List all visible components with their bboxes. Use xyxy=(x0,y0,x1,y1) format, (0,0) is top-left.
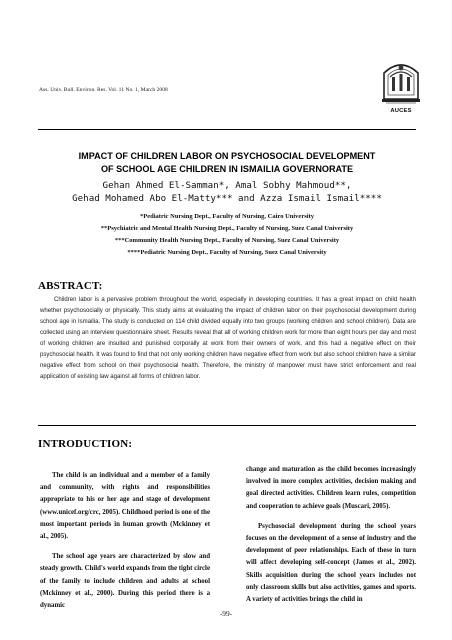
intro-paragraph-1: The child is an individual and a member of a family and community, with rights and responsibilities appropriate to his or her age and stage of development (www.unicef.org/crc, 2005). Childhood period is one of the most important periods in human growth (Mckinney et al., 2005). xyxy=(40,472,210,541)
authors-line-2: Gehad Mohamed Abo El-Matty*** and Azza Ismail Ismail**** xyxy=(72,193,382,204)
header-rule xyxy=(38,129,416,130)
intro-paragraph-3: change and maturation as the child becomes increasingly involved in more complex activities, decision making and goal directed activities. Children learn rules, competition and cooperation to achieve goals (Muscari, 2005). xyxy=(246,466,416,510)
abstract-divider xyxy=(38,425,416,426)
affiliation-2: **Psychiatric and Mental Health Nursing Dept., Faculty of Nursing, Suez Canal University xyxy=(100,225,354,232)
page-number: -99- xyxy=(219,609,233,618)
affiliation-3: ***Community Health Nursing Dept., Faculty of Nursing, Suez Canal University xyxy=(114,237,340,244)
abstract-heading: ABSTRACT: xyxy=(38,280,103,292)
intro-paragraph-4: Psychosocial development during the school years focuses on the development of a sense of industry and the development of peer relationships. Each of these in turn will affect developing self-concept (James et al., 2002). Skills acquisition during the school years includes not only classroom skills but also activities, games and sports. A variety of activities brings the child in xyxy=(246,522,416,604)
abstract-text: Children labor is a pervasive problem throughout the world, especially in developing countries. It has a great impact on child health whether psychosocially or physically. This study aims at evaluating the impact of children labor on their psychosocial development during school age in Ismailia. The study is conducted on 114 child divided equally into two groups (working children and school children). Data are collected using an interview questionnaire sheet. Results reveal that all of working children work for more than eight hours per day and most of working children are insulted and punished corporally at work from their owners of work, and this had a negative effect on their psychosocial health. It was found to find that not only working children have negative effect from work but also school children have a similar negative effect from school on their psychosocial health. Therefore, the ministry of manpower must have strict enforcement and real application of existing law against all forms of children labor. xyxy=(40,297,416,380)
affiliation-4: ****Pediatric Nursing Dept., Faculty of Nursing, Suez Canal University xyxy=(127,249,327,256)
paper-title-line-1: IMPACT OF CHILDREN LABOR ON PSYCHOSOCIAL DEVELOPMENT xyxy=(78,151,376,161)
intro-column-left xyxy=(40,470,210,612)
intro-paragraph-2: The school age years are characterized by slow and steady growth. Child's world expands from the tight circle of the family to include children and adults at school (Mckinney et al., 2000). During this period there is a dynamic xyxy=(40,553,210,610)
affiliation-1: *Pediatric Nursing Dept., Faculty of Nursing, Cairo University xyxy=(140,213,314,220)
university-crest-icon xyxy=(380,55,422,105)
logo-caption: AUCES xyxy=(390,108,412,114)
introduction-heading: INTRODUCTION: xyxy=(38,438,133,450)
intro-column-right xyxy=(246,464,416,606)
authors-line-1: Gehan Ahmed El-Samman*, Amal Sobhy Mahmoud**, xyxy=(102,180,352,191)
university-logo xyxy=(378,55,424,117)
journal-reference: Ass. Univ. Bull. Environ. Res. Vol. 11 No. 1, March 2008 xyxy=(39,87,168,93)
paper-title-line-2: OF SCHOOL AGE CHILDREN IN ISMAILIA GOVERNORATE xyxy=(100,164,354,174)
